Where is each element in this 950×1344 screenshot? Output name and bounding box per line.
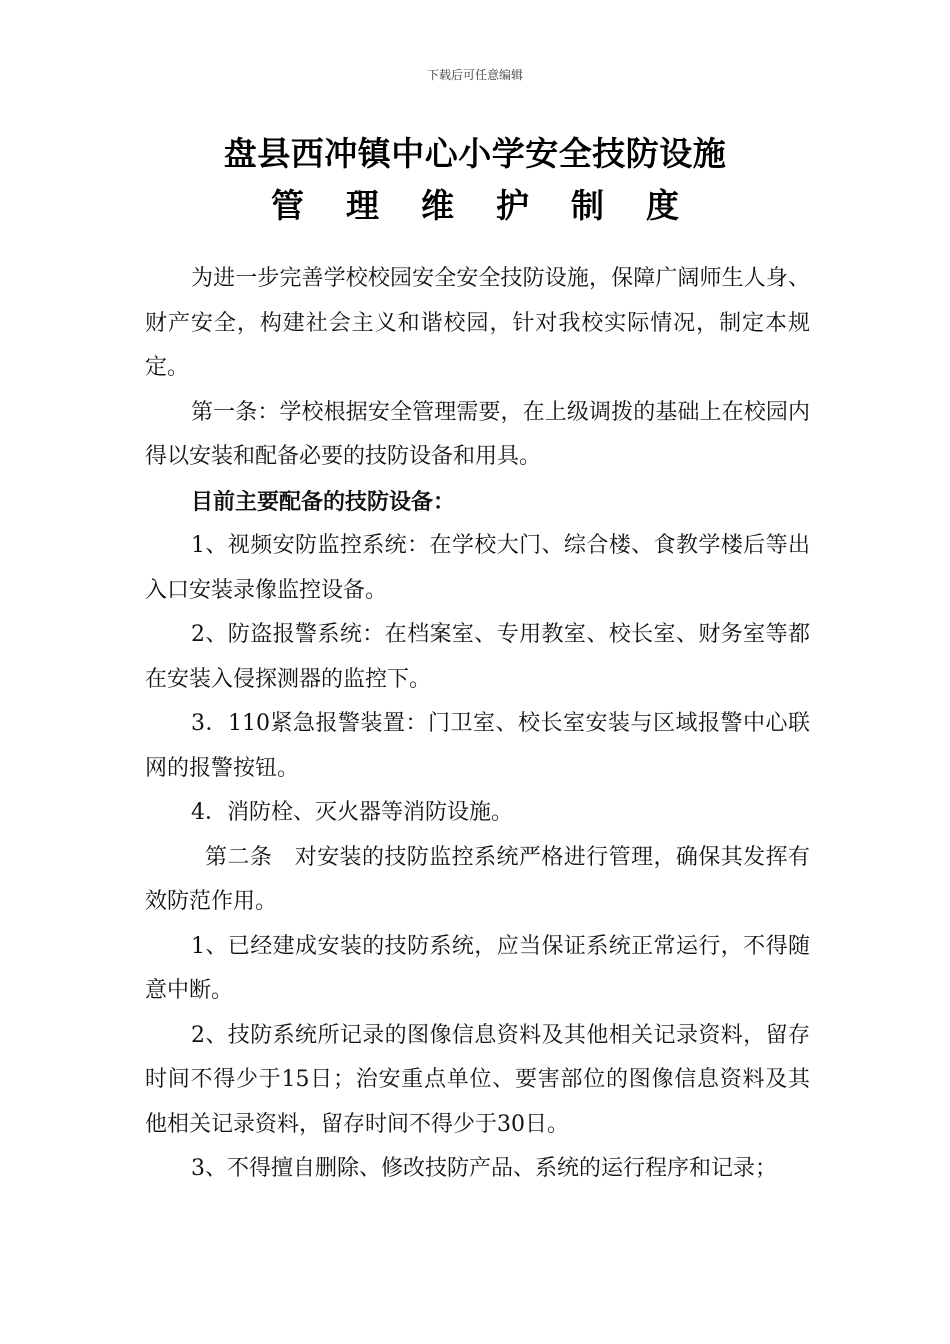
intro-paragraph: 为进一步完善学校校园安全安全技防设施，保障广阔师生人身、财产安全，构建社会主义和谐校园，针对我校实际情况，制定本规定。 (145, 266, 810, 380)
list-item: 4．消防栓、灭火器等消防设施。 (191, 800, 513, 825)
list-item: 1、视频安防监控系统：在学校大门、综合楼、食教学楼后等出入口安装录像监控设备。 (145, 533, 810, 603)
document-title: 盘县西冲镇中心小学安全技防设施 (223, 134, 727, 173)
header-note: 下载后可任意编辑 (426, 68, 523, 82)
document-subtitle: 管理维护制度 (271, 186, 721, 225)
article-2-paragraph: 第二条 对安装的技防监控系统严格进行管理，确保其发挥有效防范作用。 (145, 844, 810, 914)
list-item: 1、已经建成安装的技防系统，应当保证系统正常运行，不得随意中断。 (145, 933, 810, 1003)
article-1-paragraph: 第一条：学校根据安全管理需要，在上级调拨的基础上在校园内得以安装和配备必要的技防设备和用具。 (145, 399, 810, 469)
list-item: 3．110紧急报警装置：门卫室、校长室安装与区域报警中心联网的报警按钮。 (145, 711, 810, 781)
list-item: 2、防盗报警系统：在档案室、专用教室、校长室、财务室等都在安装入侵探测器的监控下。 (145, 622, 810, 692)
list-item: 2、技防系统所记录的图像信息资料及其他相关记录资料，留存时间不得少于15日；治安重点单位、要害部位的图像信息资料及其他相关记录资料，留存时间不得少于30日。 (145, 1022, 810, 1137)
list-item: 3、不得擅自删除、修改技防产品、系统的运行程序和记录； (191, 1156, 777, 1181)
document-body (145, 257, 810, 1192)
equipment-heading: 目前主要配备的技防设备： (191, 488, 456, 515)
